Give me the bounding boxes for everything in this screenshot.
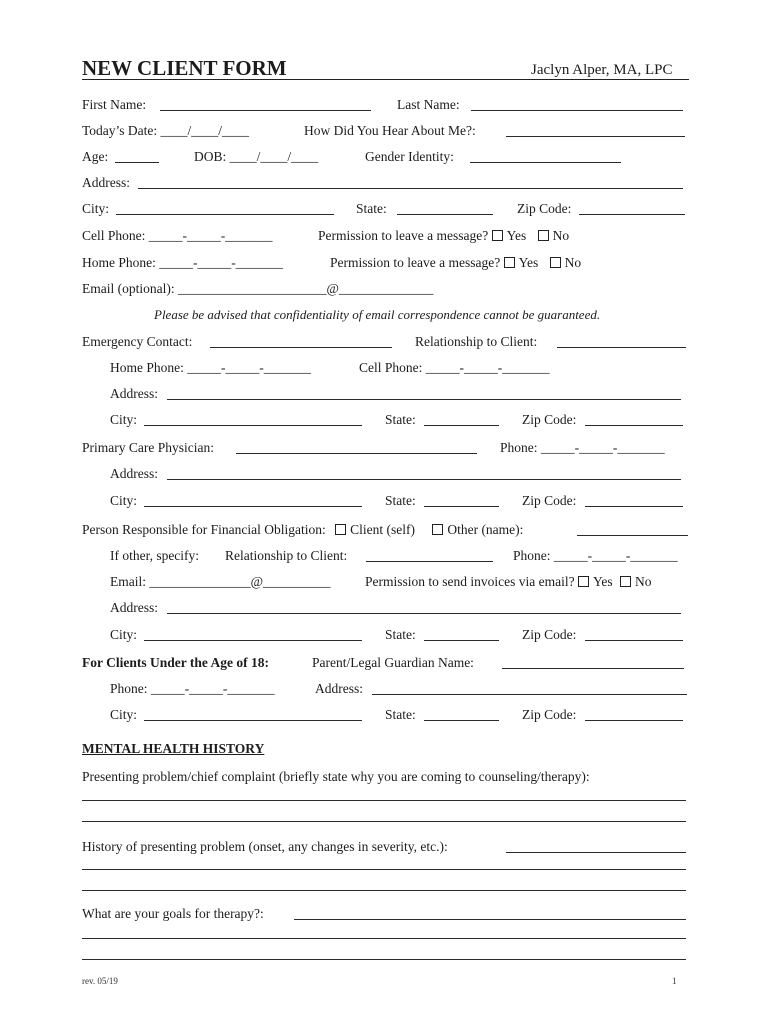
history-line-2[interactable] [82, 890, 686, 891]
financial-address-field[interactable] [167, 613, 681, 614]
minor-address-label: Address: [315, 681, 363, 696]
financial-city-field[interactable] [144, 640, 362, 641]
cell-permission-label: Permission to leave a message? [318, 228, 489, 243]
minor-address-field[interactable] [372, 694, 687, 695]
financial-row [82, 522, 523, 538]
gender-field[interactable] [470, 162, 621, 163]
home-permission-yes-checkbox[interactable] [504, 257, 515, 268]
financial-state-field[interactable] [424, 640, 499, 641]
physician-address-label: Address: [110, 466, 158, 481]
state-field[interactable] [397, 214, 493, 215]
zip-field[interactable] [579, 214, 685, 215]
cell-permission-no-checkbox[interactable] [538, 230, 549, 241]
physician-city-field[interactable] [144, 506, 362, 507]
age-field[interactable] [115, 162, 159, 163]
cell-permission-yes-label: Yes [506, 228, 527, 243]
emergency-zip-label: Zip Code: [522, 412, 577, 427]
guardian-field[interactable] [502, 668, 684, 669]
home-permission-label: Permission to leave a message? [330, 255, 501, 270]
financial-state-label: State: [385, 627, 416, 642]
form-title: NEW CLIENT FORM [82, 56, 287, 80]
invoice-permission-no-label: No [635, 574, 652, 589]
financial-phone-field[interactable]: Phone: _____-_____-_______ [513, 548, 678, 563]
gender-label: Gender Identity: [365, 149, 454, 164]
home-phone-field[interactable]: Home Phone: _____-_____-_______ [82, 255, 283, 270]
goals-line-1[interactable] [82, 938, 686, 939]
invoice-permission-yes-label: Yes [592, 574, 613, 589]
minor-state-field[interactable] [424, 720, 499, 721]
financial-other-name-field[interactable] [577, 535, 688, 536]
revision-label: rev. 05/19 [82, 976, 118, 986]
home-permission-no-label: No [564, 255, 582, 270]
email-notice: Please be advised that confidentiality of email correspondence cannot be guaranteed. [154, 307, 601, 322]
city-label: City: [82, 201, 110, 216]
hear-about-field[interactable] [506, 136, 685, 137]
presenting-problem-label: Presenting problem/chief complaint (briefly state why you are coming to counseling/therapy): [82, 769, 590, 784]
home-permission-question [330, 255, 581, 271]
invoice-permission-label: Permission to send invoices via email? [365, 574, 575, 589]
emergency-cell-phone-field[interactable]: Cell Phone: _____-_____-_______ [359, 360, 550, 375]
financial-other-checkbox[interactable] [432, 524, 443, 535]
physician-state-label: State: [385, 493, 416, 508]
address-label: Address: [82, 175, 130, 190]
minor-city-field[interactable] [144, 720, 362, 721]
presenting-problem-line-1[interactable] [82, 800, 686, 801]
cell-permission-yes-checkbox[interactable] [492, 230, 503, 241]
physician-city-label: City: [110, 493, 138, 508]
financial-zip-label: Zip Code: [522, 627, 577, 642]
physician-address-field[interactable] [167, 479, 681, 480]
goals-line-2[interactable] [82, 959, 686, 960]
physician-zip-label: Zip Code: [522, 493, 577, 508]
first-name-label: First Name: [82, 97, 147, 112]
financial-other-label: Other (name): [447, 522, 524, 537]
physician-label: Primary Care Physician: [82, 440, 214, 455]
dob-field[interactable]: DOB: ____/____/____ [194, 149, 319, 164]
email-field[interactable]: Email (optional): ______________________@______________ [82, 281, 434, 296]
home-permission-no-checkbox[interactable] [550, 257, 561, 268]
header-rule [82, 79, 689, 80]
invoice-permission-question [365, 574, 652, 590]
emergency-state-label: State: [385, 412, 416, 427]
physician-zip-field[interactable] [585, 506, 683, 507]
address-field[interactable] [138, 188, 683, 189]
minor-label: For Clients Under the Age of 18: [82, 655, 269, 670]
todays-date-field[interactable]: Today’s Date: ____/____/____ [82, 123, 250, 138]
physician-field[interactable] [236, 453, 477, 454]
emergency-address-field[interactable] [167, 399, 681, 400]
first-name-field[interactable] [160, 110, 371, 111]
emergency-relationship-label: Relationship to Client: [415, 334, 538, 349]
guardian-label: Parent/Legal Guardian Name: [312, 655, 474, 670]
financial-zip-field[interactable] [585, 640, 683, 641]
hear-about-label: How Did You Hear About Me?: [304, 123, 476, 138]
physician-state-field[interactable] [424, 506, 499, 507]
last-name-field[interactable] [471, 110, 683, 111]
age-label: Age: [82, 149, 109, 164]
minor-zip-field[interactable] [585, 720, 683, 721]
zip-label: Zip Code: [517, 201, 572, 216]
history-label: History of presenting problem (onset, any changes in severity, etc.): [82, 839, 448, 854]
financial-client-self-label: Client (self) [350, 522, 415, 537]
minor-city-label: City: [110, 707, 138, 722]
cell-permission-no-label: No [552, 228, 570, 243]
cell-phone-field[interactable]: Cell Phone: _____-_____-_______ [82, 228, 273, 243]
history-line-0[interactable] [506, 852, 686, 853]
minor-state-label: State: [385, 707, 416, 722]
provider-name: Jaclyn Alper, MA, LPC [531, 62, 673, 78]
financial-city-label: City: [110, 627, 138, 642]
financial-if-other-label: If other, specify: [110, 548, 200, 563]
history-line-1[interactable] [82, 869, 686, 870]
financial-relationship-label: Relationship to Client: [225, 548, 348, 563]
emergency-contact-field[interactable] [210, 347, 392, 348]
financial-email-field[interactable]: Email: _______________@__________ [110, 574, 331, 589]
emergency-home-phone-field[interactable]: Home Phone: _____-_____-_______ [110, 360, 311, 375]
state-label: State: [356, 201, 387, 216]
invoice-permission-no-checkbox[interactable] [620, 576, 631, 587]
goals-line-0[interactable] [294, 919, 686, 920]
minor-zip-label: Zip Code: [522, 707, 577, 722]
presenting-problem-line-2[interactable] [82, 821, 686, 822]
emergency-contact-label: Emergency Contact: [82, 334, 193, 349]
emergency-zip-field[interactable] [585, 425, 683, 426]
emergency-state-field[interactable] [424, 425, 499, 426]
city-field[interactable] [116, 214, 334, 215]
cell-permission-question [318, 228, 569, 244]
minor-phone-field[interactable]: Phone: _____-_____-_______ [110, 681, 275, 696]
invoice-permission-yes-checkbox[interactable] [578, 576, 589, 587]
emergency-city-field[interactable] [144, 425, 362, 426]
physician-phone-field[interactable]: Phone: _____-_____-_______ [500, 440, 665, 455]
emergency-relationship-field[interactable] [557, 347, 686, 348]
mental-health-heading: MENTAL HEALTH HISTORY [82, 741, 265, 756]
financial-label: Person Responsible for Financial Obligation: [82, 522, 326, 537]
last-name-label: Last Name: [397, 97, 460, 112]
financial-relationship-field[interactable] [366, 561, 493, 562]
emergency-city-label: City: [110, 412, 138, 427]
page-number: 1 [672, 976, 677, 986]
emergency-address-label: Address: [110, 386, 158, 401]
home-permission-yes-label: Yes [518, 255, 539, 270]
financial-client-self-checkbox[interactable] [335, 524, 346, 535]
goals-label: What are your goals for therapy?: [82, 906, 264, 921]
financial-address-label: Address: [110, 600, 158, 615]
